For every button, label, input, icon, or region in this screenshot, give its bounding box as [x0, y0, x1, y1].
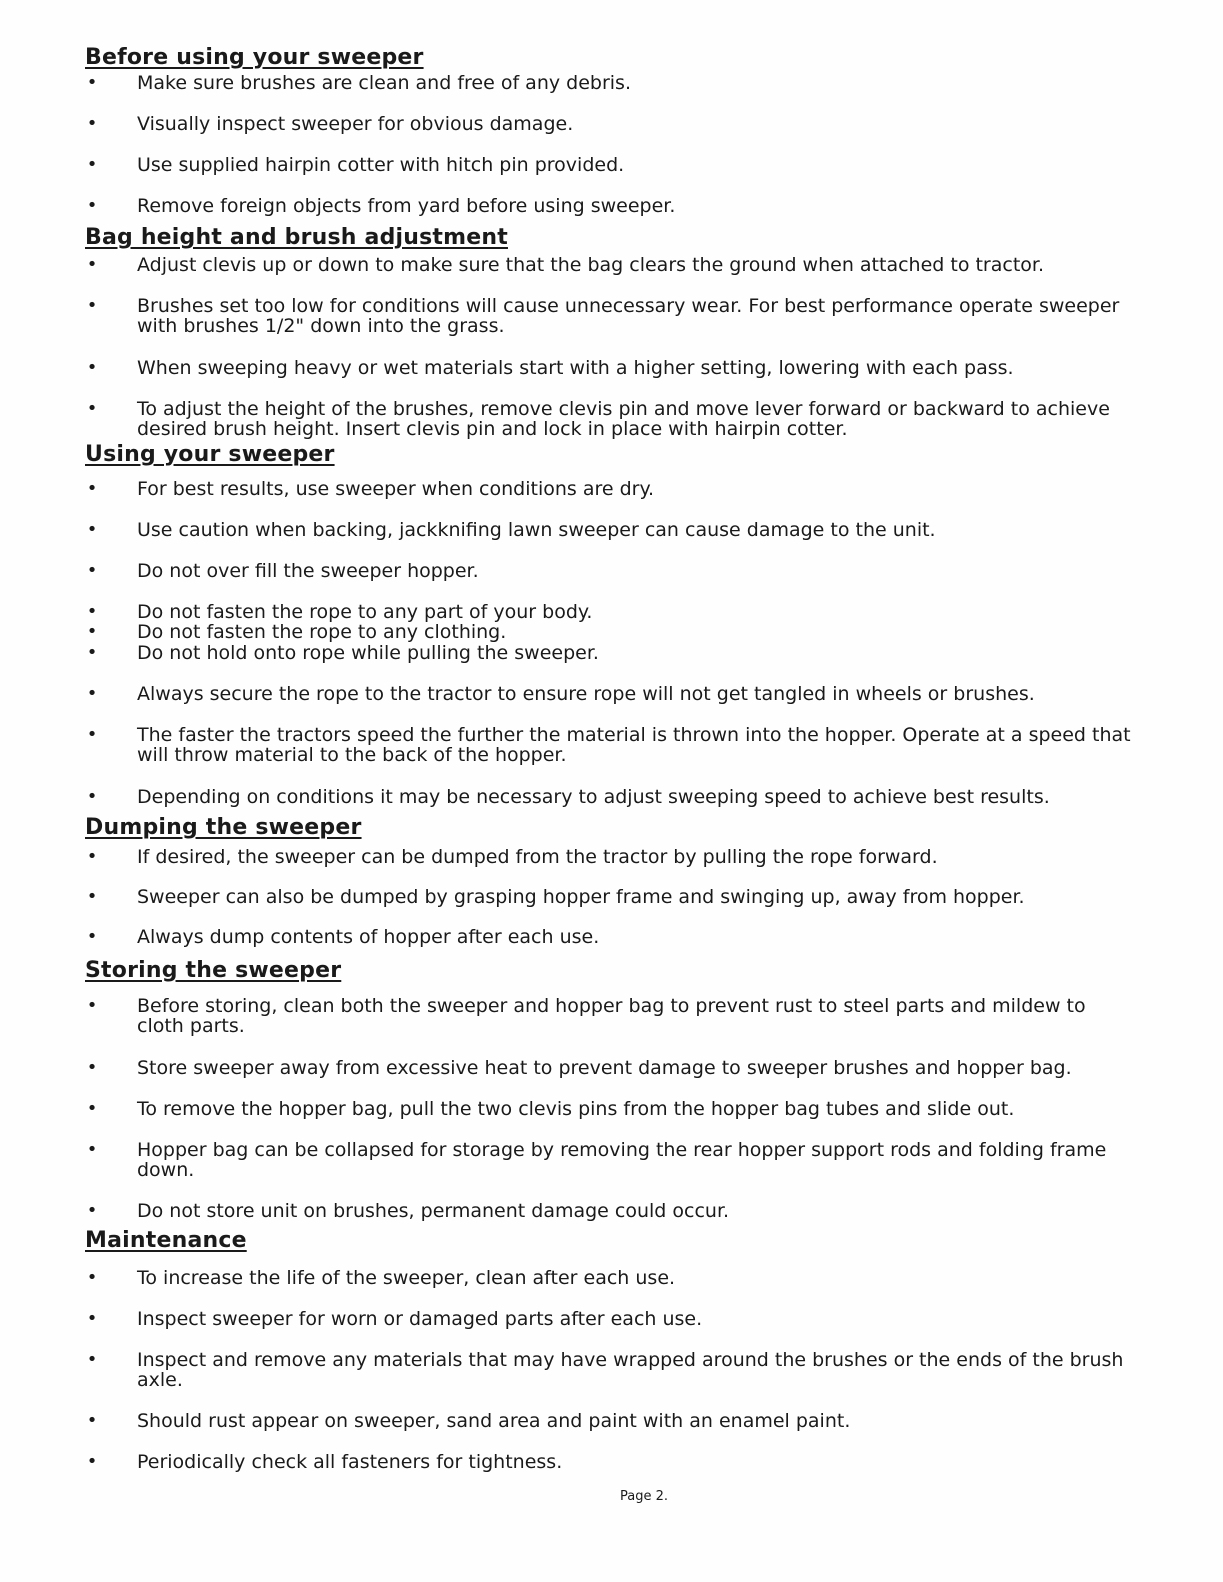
list-item-text: Inspect and remove any materials that may have wrapped around the brushes or the ends of the brush axle. [137, 1349, 1124, 1391]
list-item [85, 114, 1133, 134]
bullet-icon: • [86, 601, 98, 622]
bullet-icon: • [86, 786, 98, 807]
section-heading-storing: Storing the sweeper [85, 958, 342, 983]
list-item-text: Do not fasten the rope to any clothing. [137, 621, 507, 643]
bullet-icon: • [86, 254, 98, 275]
list-item [85, 1099, 1133, 1119]
list-item-text: Inspect sweeper for worn or damaged parts after each use. [137, 1308, 703, 1330]
bullet-icon: • [86, 1349, 98, 1370]
section-heading-before-using: Before using your sweeper [85, 45, 424, 70]
list-item [85, 561, 1133, 581]
bullet-icon: • [86, 295, 98, 316]
list-item-text: Do not hold onto rope while pulling the sweeper. [137, 642, 599, 664]
bullet-icon: • [86, 724, 98, 745]
bullet-icon: • [86, 1308, 98, 1329]
bullet-icon: • [86, 1200, 98, 1221]
list-item [85, 602, 1133, 622]
list-item [85, 1411, 1133, 1431]
list-item-text: Use caution when backing, jackknifing lawn sweeper can cause damage to the unit. [137, 519, 936, 541]
list-item-text: When sweeping heavy or wet materials start with a higher setting, lowering with each pass. [137, 357, 1014, 379]
bullet-icon: • [86, 846, 98, 867]
list-item [85, 684, 1133, 704]
bullet-icon: • [86, 926, 98, 947]
list-item [85, 1140, 1133, 1180]
bullet-icon: • [86, 113, 98, 134]
list-item [85, 1058, 1133, 1078]
list-item-text: Adjust clevis up or down to make sure that the bag clears the ground when attached to tractor. [137, 254, 1045, 276]
list-item-text: Visually inspect sweeper for obvious damage. [137, 113, 574, 135]
list-item [85, 155, 1133, 175]
bullet-icon: • [86, 1139, 98, 1160]
list-item [85, 725, 1133, 765]
list-item [85, 927, 1133, 947]
list-item [85, 1268, 1133, 1288]
bullet-icon: • [86, 154, 98, 175]
bullet-icon: • [86, 1267, 98, 1288]
list-item [85, 296, 1133, 336]
list-item-text: Make sure brushes are clean and free of any debris. [137, 72, 631, 94]
list-item [85, 996, 1133, 1036]
list-item [85, 787, 1133, 807]
list-item [85, 1452, 1133, 1472]
list-item [85, 73, 1133, 93]
list-item-text: To increase the life of the sweeper, clean after each use. [137, 1267, 676, 1289]
list-item-text: Before storing, clean both the sweeper and hopper bag to prevent rust to steel parts and mildew to cloth parts. [137, 995, 1086, 1037]
list-item-text: Remove foreign objects from yard before using sweeper. [137, 195, 676, 217]
bullet-icon: • [86, 398, 98, 419]
bullet-icon: • [86, 621, 98, 642]
list-item-text: Hopper bag can be collapsed for storage by removing the rear hopper support rods and folding frame down. [137, 1139, 1107, 1181]
list-item [85, 1350, 1133, 1390]
list-item-text: Store sweeper away from excessive heat to prevent damage to sweeper brushes and hopper bag. [137, 1057, 1072, 1079]
section-heading-using: Using your sweeper [85, 442, 335, 467]
page-number: Page 2. [620, 1489, 669, 1504]
list-item-text: Brushes set too low for conditions will cause unnecessary wear. For best performance operate sweeper with brushes 1/2" down into the grass. [137, 295, 1120, 337]
list-item-text: Always secure the rope to the tractor to ensure rope will not get tangled in wheels or brushes. [137, 683, 1035, 705]
list-item [85, 1201, 1133, 1221]
list-item-text: Depending on conditions it may be necessary to adjust sweeping speed to achieve best results. [137, 786, 1050, 808]
list-item-text: Do not store unit on brushes, permanent damage could occur. [137, 1200, 730, 1222]
bullet-icon: • [86, 1410, 98, 1431]
list-item-text: The faster the tractors speed the further the material is thrown into the hopper. Operate at a speed that will throw material to the back of the hopper. [137, 724, 1131, 766]
bullet-icon: • [86, 1451, 98, 1472]
bullet-icon: • [86, 642, 98, 663]
bullet-icon: • [86, 519, 98, 540]
bullet-icon: • [86, 357, 98, 378]
list-item [85, 520, 1133, 540]
list-item [85, 887, 1133, 907]
bullet-icon: • [86, 560, 98, 581]
bullet-icon: • [86, 886, 98, 907]
list-item-text: For best results, use sweeper when conditions are dry. [137, 478, 655, 500]
list-item [85, 358, 1133, 378]
list-item [85, 847, 1133, 867]
bullet-icon: • [86, 72, 98, 93]
list-item [85, 479, 1133, 499]
list-item-text: If desired, the sweeper can be dumped from the tractor by pulling the rope forward. [137, 846, 938, 868]
list-item-text: To adjust the height of the brushes, remove clevis pin and move lever forward or backward to achieve desired brush height. Insert clevis pin and lock in place with hairpin cotter. [137, 398, 1110, 440]
list-item-text: Periodically check all fasteners for tightness. [137, 1451, 563, 1473]
list-item-text: Do not over fill the sweeper hopper. [137, 560, 479, 582]
section-heading-bag-height: Bag height and brush adjustment [85, 225, 508, 250]
list-item [85, 399, 1133, 439]
list-item [85, 1309, 1133, 1329]
bullet-icon: • [86, 195, 98, 216]
section-heading-dumping: Dumping the sweeper [85, 815, 362, 840]
list-item [85, 196, 1133, 216]
bullet-icon: • [86, 995, 98, 1016]
list-item-text: Always dump contents of hopper after each use. [137, 926, 600, 948]
list-item [85, 255, 1133, 275]
list-item-text: Should rust appear on sweeper, sand area and paint with an enamel paint. [137, 1410, 851, 1432]
list-item [85, 643, 1133, 663]
list-item-text: To remove the hopper bag, pull the two clevis pins from the hopper bag tubes and slide out. [137, 1098, 1015, 1120]
bullet-icon: • [86, 1057, 98, 1078]
list-item-text: Sweeper can also be dumped by grasping hopper frame and swinging up, away from hopper. [137, 886, 1025, 908]
bullet-icon: • [86, 683, 98, 704]
bullet-icon: • [86, 1098, 98, 1119]
list-item-text: Use supplied hairpin cotter with hitch pin provided. [137, 154, 625, 176]
bullet-icon: • [86, 478, 98, 499]
list-item-text: Do not fasten the rope to any part of your body. [137, 601, 593, 623]
section-heading-maintenance: Maintenance [85, 1228, 247, 1253]
list-item [85, 622, 1133, 642]
